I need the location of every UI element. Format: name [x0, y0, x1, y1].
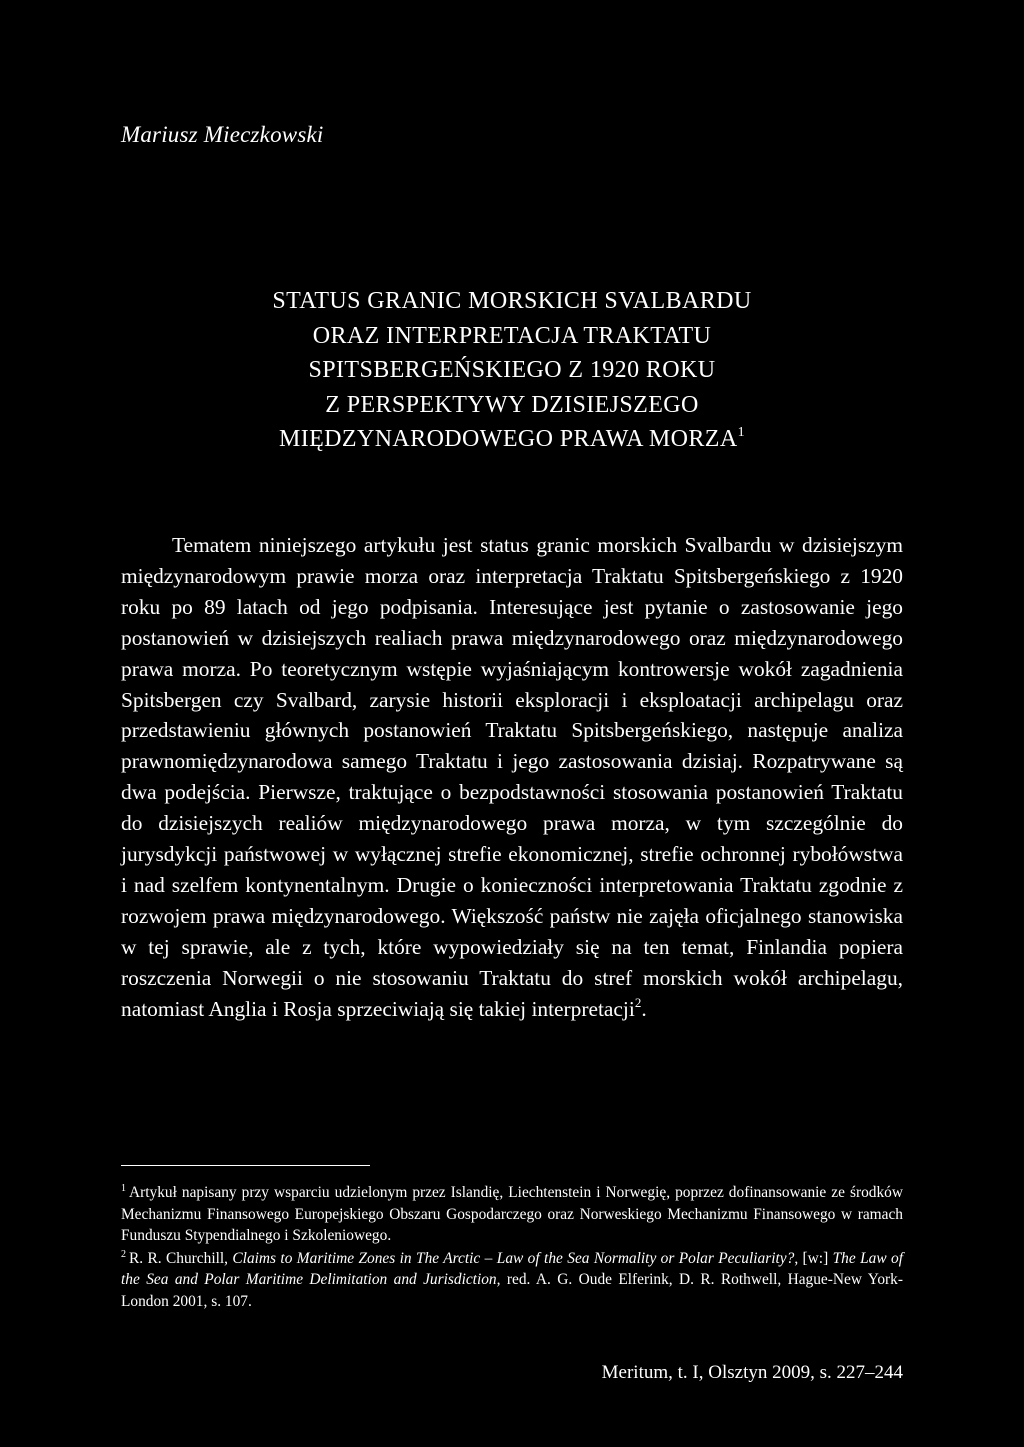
author-name: Mariusz Mieczkowski: [121, 122, 324, 147]
footnote-ref-2: 2: [634, 994, 642, 1010]
footnote-work-title: Claims to Maritime Zones in The Arctic – Law of the Sea Normality or Polar Peculiarity?: [232, 1249, 795, 1267]
title-line: Z PERSPEKTYWY DZISIEJSZEGO: [325, 391, 699, 418]
footnote-number: 1: [121, 1183, 126, 1194]
title-line: MIĘDZYNARODOWEGO PRAWA MORZA: [278, 426, 738, 453]
footnote-book-title: The Law of the Sea and Polar Maritime Delimitation and Jurisdiction,: [121, 1249, 903, 1288]
abstract-end: .: [641, 996, 647, 1021]
article-title: [121, 284, 903, 457]
footnote-rest: red. A. G. Oude Elferink, D. R. Rothwell, Hague-New York-London 2001, s. 107.: [121, 1271, 903, 1310]
footnote-ref-1: 1: [737, 425, 745, 441]
title-line: ORAZ INTERPRETACJA TRAKTATU: [312, 322, 712, 349]
abstract-text: Tematem niniejszego artykułu jest status granic morskich Svalbardu w dzisiejszym międzynarodowym prawie morza oraz interpretacja Traktatu Spitsbergeńskiego z 1920 roku po 89 latach od jego podpisania. Interesujące jest pytanie o zastosowanie jego postanowień w dzisiejszych realiach prawa międzynarodowego oraz międzynarodowego prawa morza. Po teoretycznym wstępie wyjaśniającym kontrowersje wokół zagadnienia Spitsbergen czy Svalbard, zarysie historii eksploracji i eksploatacji archipelagu oraz przedstawieniu głównych postanowień Traktatu Spitsbergeńskiego, następuje analiza prawnomiędzynarodowa samego Traktatu i jego zastosowania dzisiaj. Rozpatrywane są dwa podejścia. Pierwsze, traktujące o bezpodstawności stosowania postanowień Traktatu do dzisiejszych realiów międzynarodowego prawa morza, w tym szczególnie do jurysdykcji państwowej w wyłącznej strefie ekonomicznej, strefie ochronnej rybołówstwa i nad szelfem kontynentalnym. Drugie o konieczności interpretowania Traktatu zgodnie z rozwojem prawa międzynarodowego. Większość państw nie zajęła oficjalnego stanowiska w tej sprawie, ale z tych, które wypowiedziały się na ten temat, Finlandia popiera roszczenia Norwegii o nie stosowaniu Traktatu do stref morskich wokół archipelagu, natomiast Anglia i Rosja sprzeciwiają się takiej interpretacji: [121, 533, 903, 1021]
abstract-paragraph: [121, 530, 903, 1025]
footnote-separator: [121, 1165, 370, 1166]
footnote-1: [121, 1182, 903, 1247]
title-line: SPITSBERGEŃSKIEGO Z 1920 ROKU: [308, 357, 716, 384]
footnote-author: R. R. Churchill,: [129, 1249, 229, 1267]
footnote-in-marker: , [w:]: [794, 1249, 829, 1267]
title-line-last: [121, 422, 903, 457]
footnotes: [121, 1182, 903, 1313]
footnote-number: 2: [121, 1248, 126, 1260]
title-line: STATUS GRANIC MORSKICH SVALBARDU: [272, 288, 752, 314]
footnote-text: Artykuł napisany przy wsparciu udzielonym przez Islandię, Liechtenstein i Norwegię, poprzez dofinansowanie ze środków Mechanizmu Finansowego Europejskiego Obszaru Gospodarczego oraz Norweskiego Mechanizmu Finansowego w ramach Funduszu Stypendialnego i Szkoleniowego.: [121, 1184, 903, 1244]
journal-citation: Meritum, t. I, Olsztyn 2009, s. 227–244: [601, 1362, 903, 1383]
footnote-2: [121, 1248, 903, 1313]
